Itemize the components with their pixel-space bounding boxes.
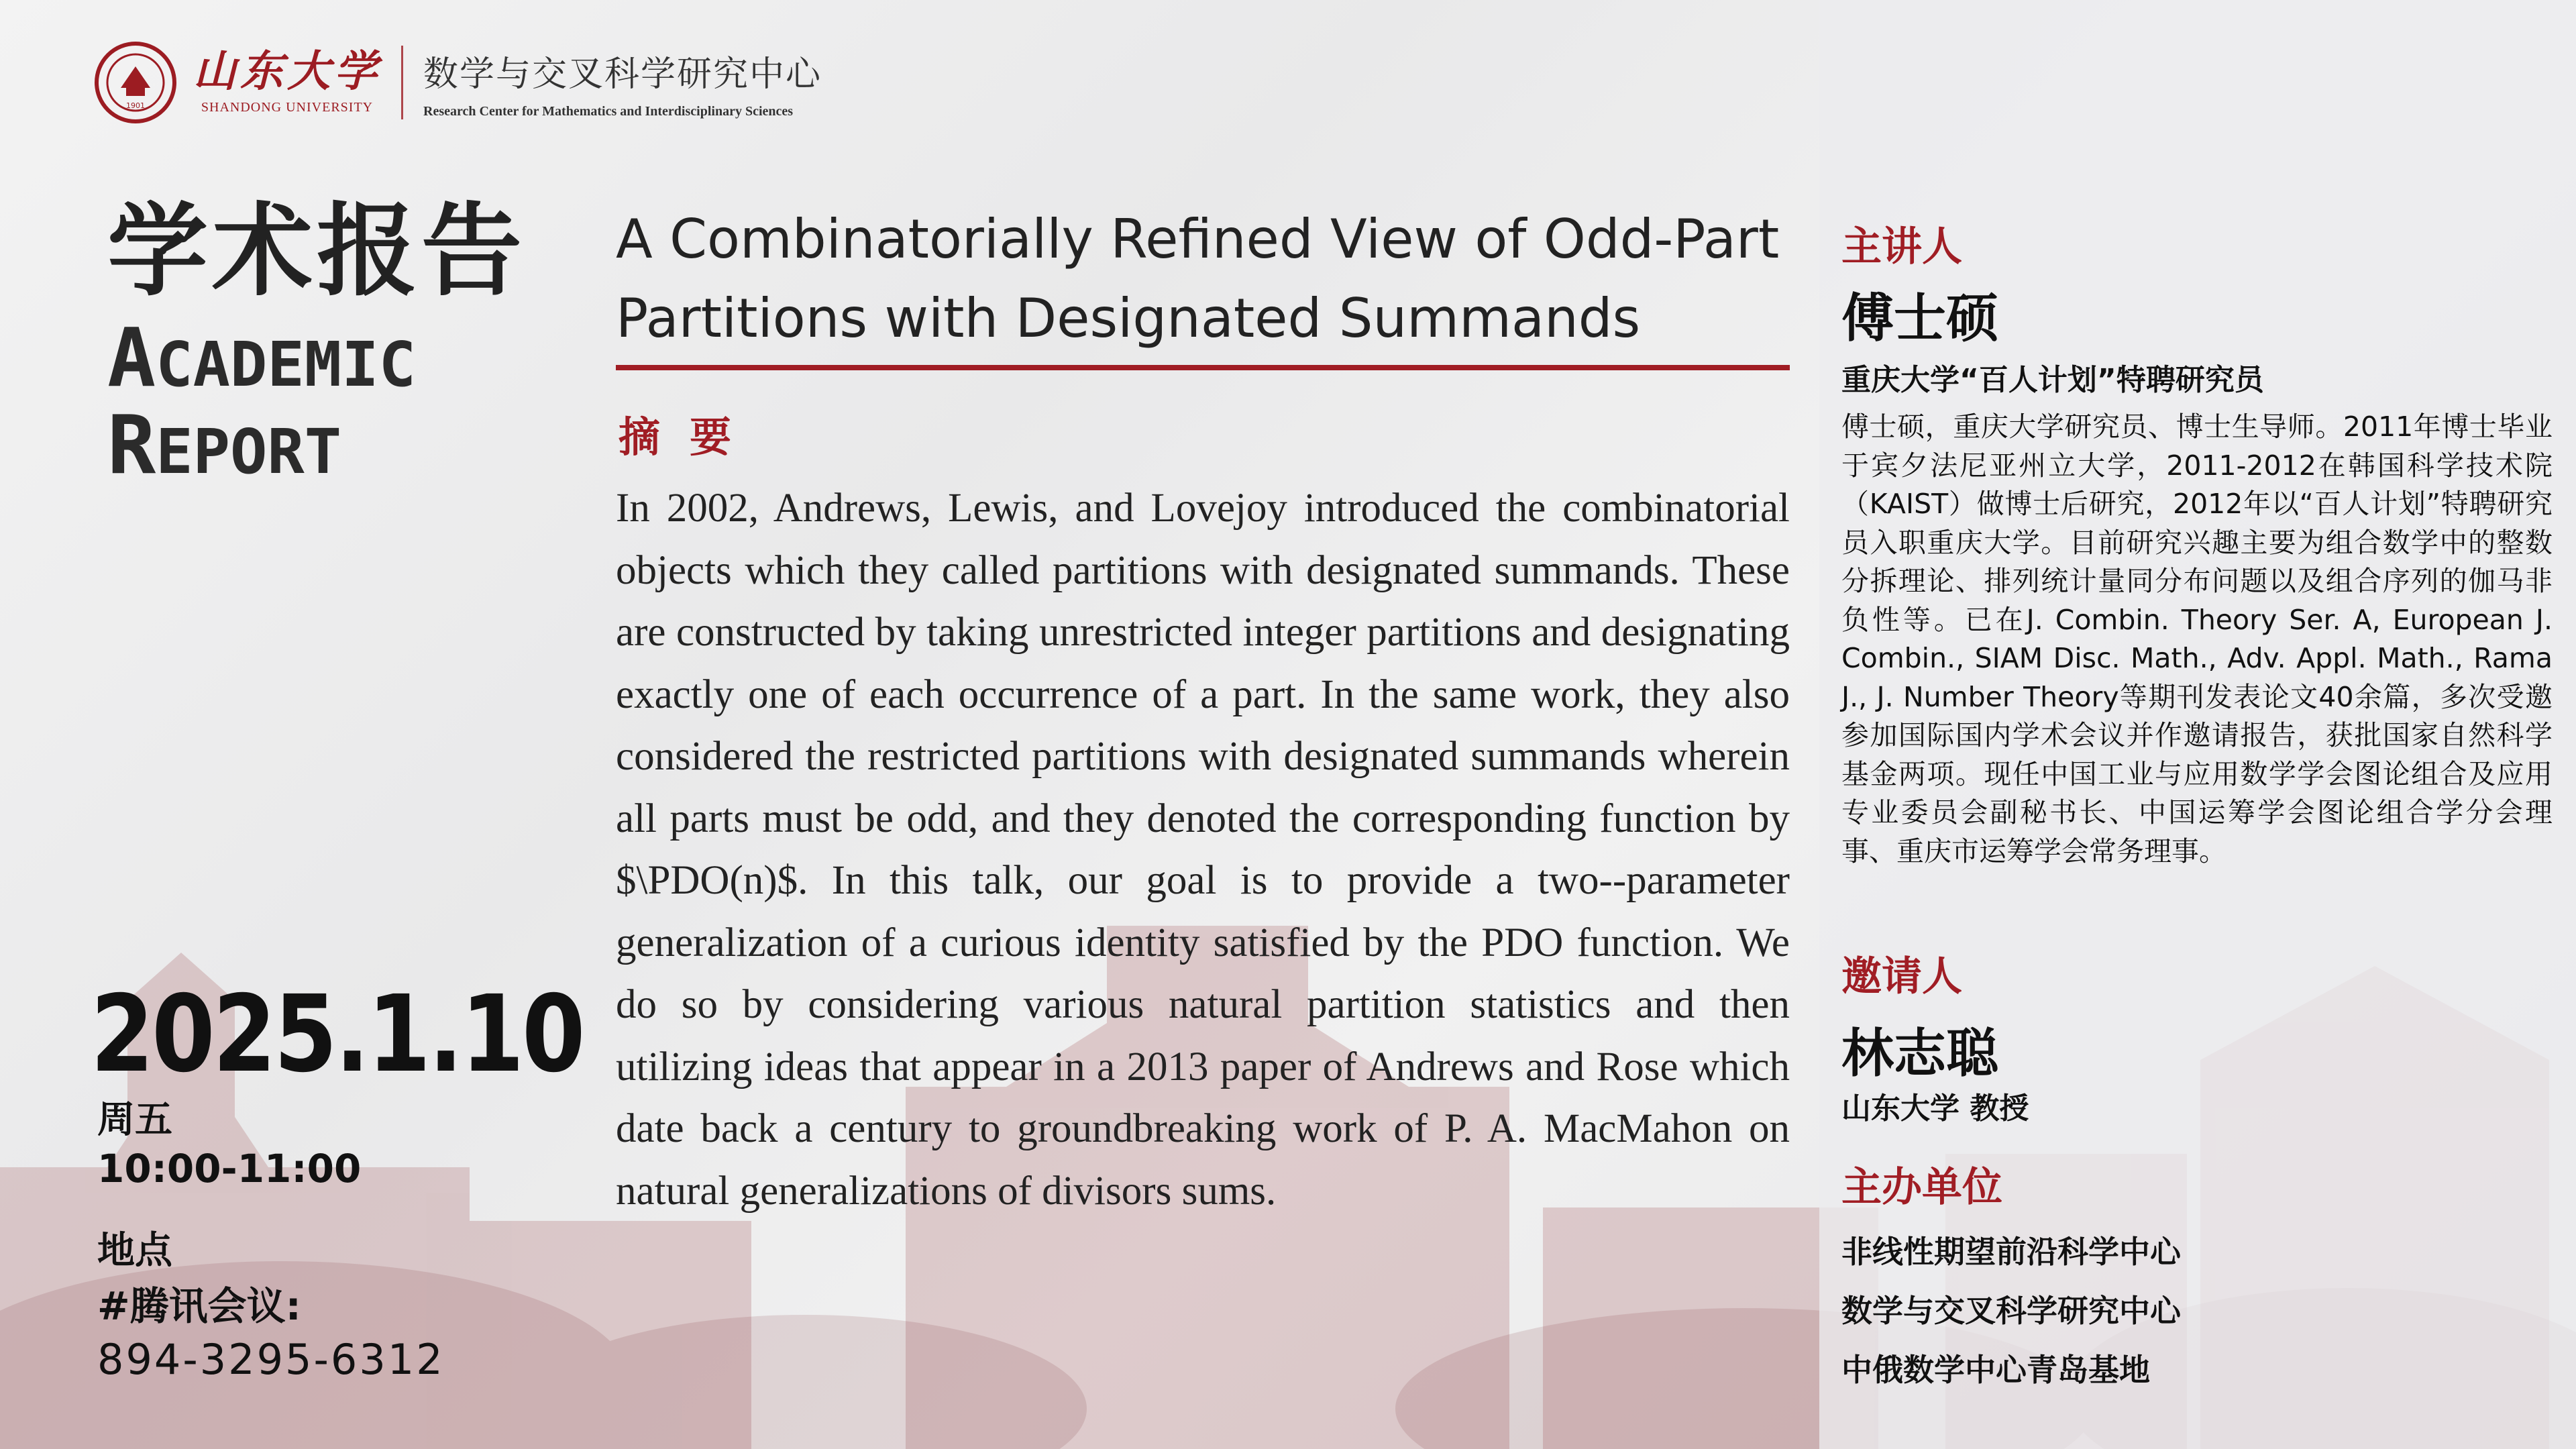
- speaker-title: 重庆大学“百人计划”特聘研究员: [1841, 363, 2264, 397]
- event-time: 10:00-11:00: [97, 1146, 362, 1191]
- talk-title: A Combinatorially Refined View of Odd-Part Partitions with Designated Summands: [616, 208, 1780, 350]
- academic-report-cn: 学术报告: [107, 193, 527, 310]
- host-item: 数学与交叉科学研究中心: [1841, 1293, 2181, 1329]
- svg-text:1901: 1901: [126, 101, 145, 110]
- meeting-platform-label: #腾讯会议:: [97, 1283, 301, 1329]
- research-center-cn: 数学与交叉科学研究中心: [423, 54, 822, 95]
- speaker-bio: 傅士硕，重庆大学研究员、博士生导师。2011年博士毕业于宾夕法尼亚州立大学，2011-2012在韩国科学技术院（KAIST）做博士后研究，2012年以“百人计划”特聘研究员入职重庆大学。目前研究兴趣主要为组合数学中的整数分拆理论、排列统计量同分布问题以及组合序列的伽马非负性等。已在J. Combin. Theory Ser. A, European J. Combin., SIAM Disc. Math., Adv. Appl. Math., Rama J., J. Number Theory等期刊发表论文40余篇，多次受邀参加国际国内学术会议并作邀请报告，获批国家自然科学基金两项。现任中国工业与应用数学学会图论组合及应用专业委员会副秘书长、中国运筹学会图论组合学分会理事、重庆市运筹学会常务理事。: [1841, 411, 2553, 867]
- meeting-id: 894-3295-6312: [97, 1335, 445, 1384]
- logo-divider: [401, 46, 403, 119]
- host-item: 非线性期望前沿科学中心: [1841, 1234, 2181, 1270]
- title-divider: [616, 365, 1790, 370]
- host-heading: 主办单位: [1841, 1164, 2002, 1211]
- university-name-cn: 山东大学: [193, 46, 381, 97]
- host-item: 中俄数学中心青岛基地: [1841, 1352, 2150, 1388]
- research-center-name: [423, 46, 822, 119]
- university-name-en: SHANDONG UNIVERSITY: [201, 99, 374, 115]
- place-label: 地点: [97, 1229, 172, 1273]
- abstract-heading: 摘要: [619, 413, 761, 462]
- university-name: [193, 46, 381, 115]
- speaker-heading: 主讲人: [1841, 223, 1962, 270]
- header-logo: [94, 39, 822, 126]
- research-center-en: Research Center for Mathematics and Interdisciplinary Sciences: [423, 104, 794, 119]
- academic-report-en: ACADEMIC REPORT: [107, 312, 416, 492]
- event-weekday: 周五: [97, 1098, 172, 1142]
- speaker-name: 傅士硕: [1841, 288, 1999, 349]
- inviter-title: 山东大学 教授: [1841, 1091, 2029, 1126]
- event-date: 2025.1.10: [91, 973, 584, 1096]
- abstract-text: In 2002, Andrews, Lewis, and Lovejoy introduced the combinatorial objects which they called partitions with designated summands. These are constructed by taking unrestricted integer partitions and designating exactly one of each occurrence of a part. In the same work, they also considered the restricted partitions with designated summands wherein all parts must be odd, and they denoted the corresponding function by $\PDO(n)$. In this talk, our goal is to provide a two--parameter generalization of a curious identity satisfied by the PDO function. We do so by considering various natural partition statistics and then utilizing ideas that appear in a 2013 paper of Andrews and Rose which date back a century to groundbreaking work of P. A. MacMahon on natural generalizations of divisors sums.: [616, 486, 1790, 1214]
- inviter-heading: 邀请人: [1841, 953, 1962, 1000]
- host-list: [1841, 1228, 2181, 1405]
- university-seal-icon: [94, 41, 177, 124]
- inviter-name: 林志聪: [1841, 1024, 1999, 1084]
